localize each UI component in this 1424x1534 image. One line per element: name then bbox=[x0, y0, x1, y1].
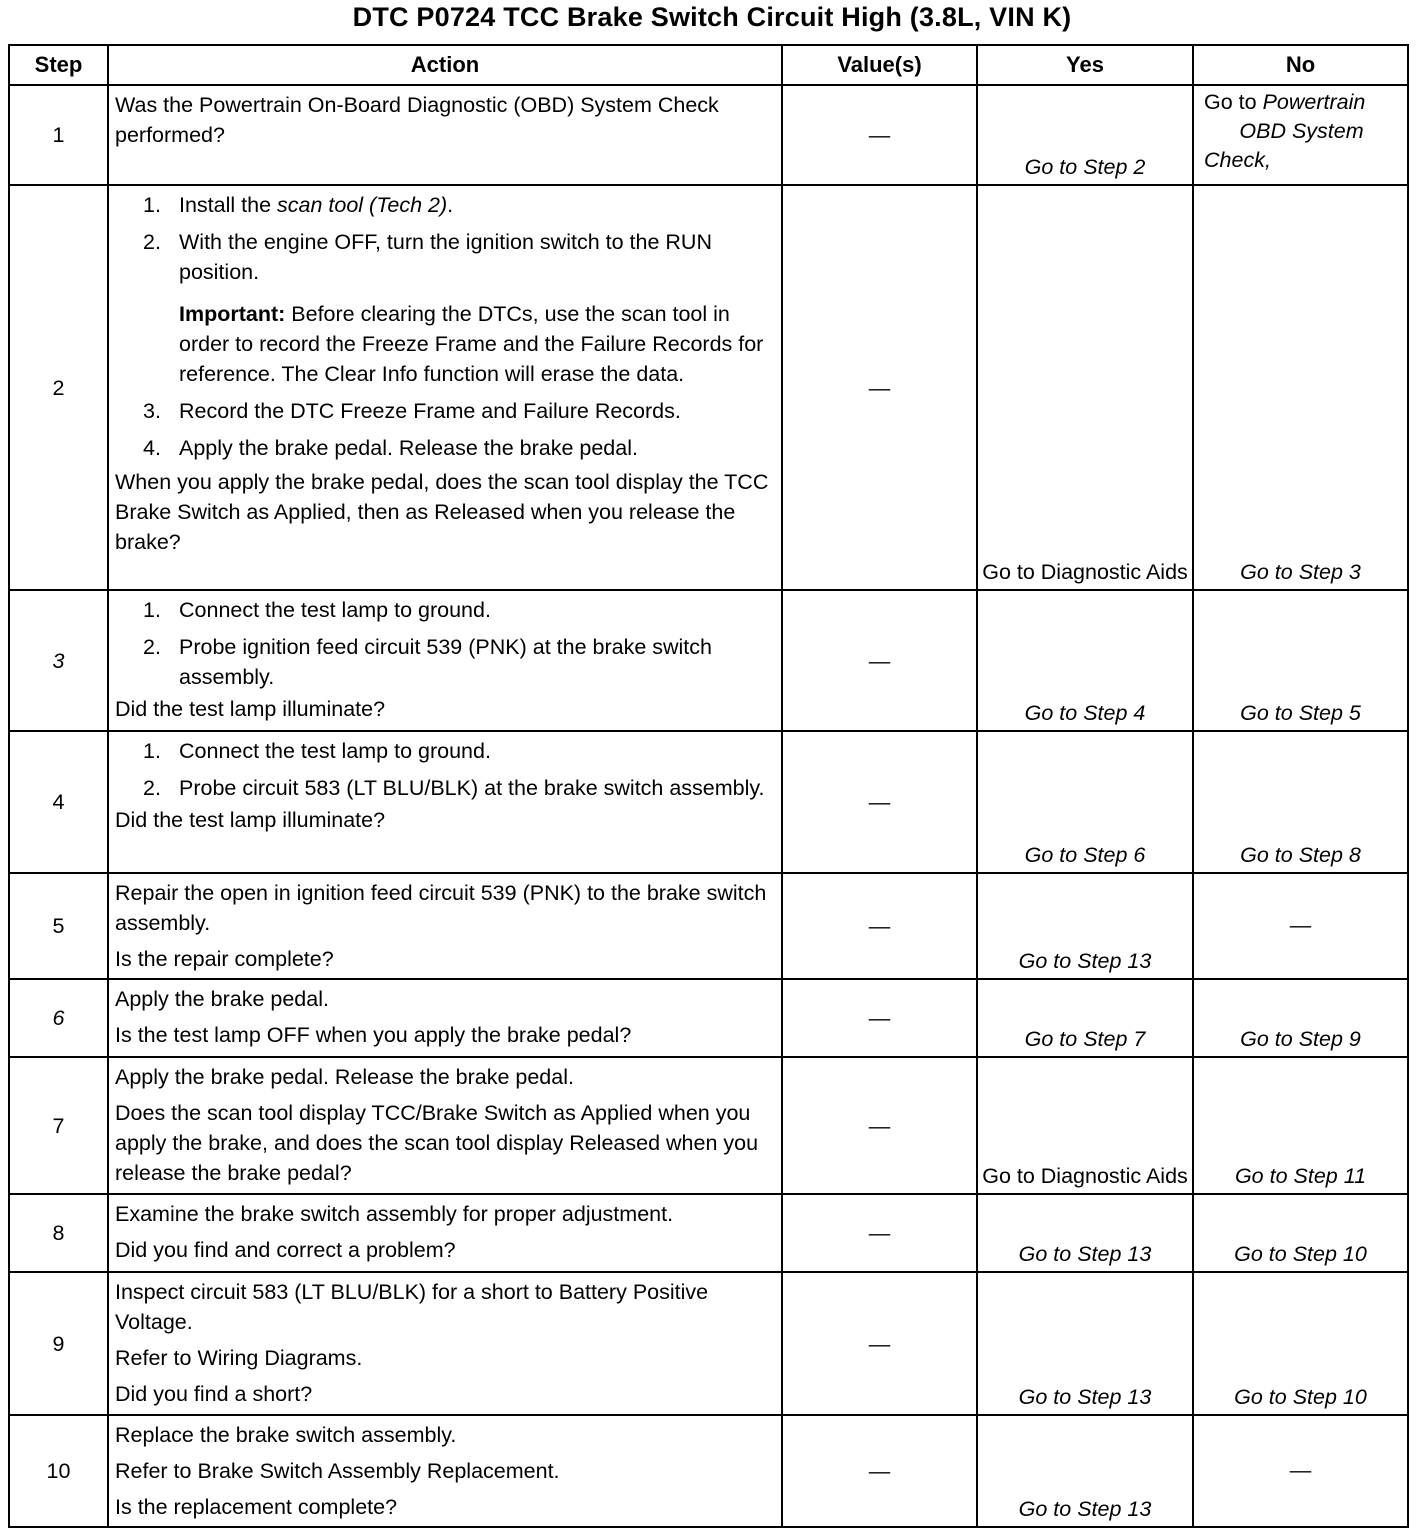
action-text: Apply the brake pedal. bbox=[115, 987, 329, 1011]
action-question: Is the test lamp OFF when you apply the brake pedal? bbox=[115, 1023, 632, 1047]
value-cell: — bbox=[782, 979, 977, 1057]
table-row bbox=[9, 731, 1408, 873]
yes-link[interactable]: Go to Step 6 bbox=[977, 731, 1193, 873]
step-item-text: Apply the brake pedal. Release the brake pedal. bbox=[179, 436, 638, 460]
action-question: Did the test lamp illuminate? bbox=[115, 697, 386, 721]
no-link[interactable]: Go to Step 9 bbox=[1193, 979, 1408, 1057]
action-text: Repair the open in ignition feed circuit 539 (PNK) to the brake switch assembly. bbox=[115, 881, 767, 935]
action-step bbox=[115, 433, 773, 463]
page-title: DTC P0724 TCC Brake Switch Circuit High (3.8L, VIN K) bbox=[352, 2, 1072, 32]
yes-link[interactable]: Go to Diagnostic Aids bbox=[977, 185, 1193, 590]
step-item-text: Install the bbox=[179, 193, 272, 217]
no-link-text-2: OBD System bbox=[1239, 119, 1364, 143]
header-yes: Yes bbox=[977, 45, 1193, 85]
value-cell: — bbox=[782, 731, 977, 873]
step-number: 5 bbox=[9, 873, 108, 979]
action-cell bbox=[108, 1194, 782, 1272]
no-link[interactable]: Go to Step 5 bbox=[1193, 590, 1408, 731]
action-question: Did the test lamp illuminate? bbox=[115, 808, 386, 832]
no-link[interactable]: Go to Step 3 bbox=[1193, 185, 1408, 590]
action-cell bbox=[108, 1057, 782, 1194]
action-cell bbox=[108, 185, 782, 590]
value-cell: — bbox=[782, 1415, 977, 1527]
action-steps bbox=[115, 595, 773, 692]
value-cell: — bbox=[782, 590, 977, 731]
table-row bbox=[9, 85, 1408, 185]
step-number: 3 bbox=[9, 590, 108, 731]
yes-link[interactable]: Go to Step 13 bbox=[977, 1272, 1193, 1415]
action-cell bbox=[108, 731, 782, 873]
no-link-text-3: Check, bbox=[1204, 148, 1271, 172]
step-item-text: Record the DTC Freeze Frame and Failure Records. bbox=[179, 399, 681, 423]
action-text: Apply the brake pedal. Release the brake pedal. bbox=[115, 1065, 574, 1089]
table-header-row bbox=[9, 45, 1408, 85]
action-text: Replace the brake switch assembly. bbox=[115, 1423, 457, 1447]
step-item-number: 2. bbox=[143, 230, 161, 254]
action-question: When you apply the brake pedal, does the scan tool display the TCC Brake Switch as Applied, then as Released when you release the brake? bbox=[115, 470, 769, 554]
action-cell bbox=[108, 590, 782, 731]
step-item-text: Probe circuit 583 (LT BLU/BLK) at the brake switch assembly. bbox=[179, 776, 765, 800]
action-question: Was the Powertrain On-Board Diagnostic (OBD) System Check performed? bbox=[115, 93, 719, 147]
action-cell bbox=[108, 1415, 782, 1527]
table-row bbox=[9, 185, 1408, 590]
value-cell: — bbox=[782, 1057, 977, 1194]
no-cell: — bbox=[1193, 1415, 1408, 1527]
important-text: Before clearing the DTCs, use the scan tool in order to record the Freeze Frame and the Failure Records for reference. The Clear Info function will erase the data. bbox=[179, 302, 764, 386]
important-note bbox=[179, 299, 773, 389]
header-no: No bbox=[1193, 45, 1408, 85]
action-steps bbox=[115, 190, 773, 463]
action-reference: Refer to Wiring Diagrams. bbox=[115, 1346, 363, 1370]
action-text: Examine the brake switch assembly for proper adjustment. bbox=[115, 1202, 674, 1226]
important-label: Important: bbox=[179, 302, 286, 326]
yes-link[interactable]: Go to Step 13 bbox=[977, 1415, 1193, 1527]
step-item-text: With the engine OFF, turn the ignition switch to the RUN position. bbox=[179, 230, 712, 284]
value-cell: — bbox=[782, 185, 977, 590]
header-step: Step bbox=[9, 45, 108, 85]
no-link-text-1: Powertrain bbox=[1262, 90, 1366, 114]
step-number: 10 bbox=[9, 1415, 108, 1527]
no-link[interactable]: Go to Step 8 bbox=[1193, 731, 1408, 873]
action-step bbox=[115, 773, 773, 803]
action-step bbox=[115, 736, 773, 766]
table-row bbox=[9, 1194, 1408, 1272]
action-cell bbox=[108, 1272, 782, 1415]
no-cell: — bbox=[1193, 873, 1408, 979]
table-row bbox=[9, 1272, 1408, 1415]
yes-link[interactable]: Go to Step 13 bbox=[977, 873, 1193, 979]
step-number: 8 bbox=[9, 1194, 108, 1272]
table-row bbox=[9, 590, 1408, 731]
action-step bbox=[115, 632, 773, 692]
step-item-number: 2. bbox=[143, 776, 161, 800]
value-cell: — bbox=[782, 1194, 977, 1272]
step-item-number: 1. bbox=[143, 739, 161, 763]
action-reference: Refer to Brake Switch Assembly Replacement. bbox=[115, 1459, 560, 1483]
step-item-text: Connect the test lamp to ground. bbox=[179, 739, 491, 763]
yes-link[interactable]: Go to Step 2 bbox=[977, 85, 1193, 185]
table-row bbox=[9, 873, 1408, 979]
no-link[interactable] bbox=[1194, 88, 1407, 175]
no-link[interactable]: Go to Step 11 bbox=[1193, 1057, 1408, 1194]
action-question: Is the repair complete? bbox=[115, 947, 334, 971]
step-item-number: 1. bbox=[143, 193, 161, 217]
step-number: 7 bbox=[9, 1057, 108, 1194]
value-cell: — bbox=[782, 85, 977, 185]
action-text: Inspect circuit 583 (LT BLU/BLK) for a short to Battery Positive Voltage. bbox=[115, 1280, 709, 1334]
action-cell bbox=[108, 873, 782, 979]
no-link-prefix: Go to bbox=[1204, 90, 1257, 114]
action-question: Did you find and correct a problem? bbox=[115, 1238, 456, 1262]
step-item-text: Connect the test lamp to ground. bbox=[179, 598, 491, 622]
table-row bbox=[9, 1057, 1408, 1194]
step-item-number: 1. bbox=[143, 598, 161, 622]
action-step bbox=[115, 595, 773, 625]
action-question: Is the replacement complete? bbox=[115, 1495, 398, 1519]
step-item-term: scan tool (Tech 2) bbox=[277, 193, 448, 217]
diagnostic-table bbox=[8, 44, 1409, 1528]
step-number: 2 bbox=[9, 185, 108, 590]
header-values: Value(s) bbox=[782, 45, 977, 85]
yes-link[interactable]: Go to Step 4 bbox=[977, 590, 1193, 731]
step-item-number: 4. bbox=[143, 436, 161, 460]
step-number: 1 bbox=[9, 85, 108, 185]
step-number: 9 bbox=[9, 1272, 108, 1415]
action-cell bbox=[108, 979, 782, 1057]
step-item-text: Probe ignition feed circuit 539 (PNK) at the brake switch assembly. bbox=[179, 635, 712, 689]
action-step bbox=[115, 190, 773, 220]
table-row bbox=[9, 1415, 1408, 1527]
step-item-number: 2. bbox=[143, 635, 161, 659]
action-question: Does the scan tool display TCC/Brake Switch as Applied when you apply the brake, and does the scan tool display Released when you release the brake pedal? bbox=[115, 1101, 759, 1185]
step-number: 4 bbox=[9, 731, 108, 873]
action-step bbox=[115, 227, 773, 389]
yes-link[interactable]: Go to Diagnostic Aids bbox=[977, 1057, 1193, 1194]
no-link[interactable]: Go to Step 10 bbox=[1193, 1194, 1408, 1272]
table-row bbox=[9, 979, 1408, 1057]
action-step bbox=[115, 396, 773, 426]
step-item-text: . bbox=[447, 193, 454, 217]
yes-link[interactable]: Go to Step 13 bbox=[977, 1194, 1193, 1272]
header-action: Action bbox=[108, 45, 782, 85]
value-cell: — bbox=[782, 1272, 977, 1415]
action-steps bbox=[115, 736, 773, 803]
no-link[interactable]: Go to Step 10 bbox=[1193, 1272, 1408, 1415]
step-number: 6 bbox=[9, 979, 108, 1057]
no-cell bbox=[1193, 85, 1408, 185]
step-item-number: 3. bbox=[143, 399, 161, 423]
action-cell bbox=[108, 85, 782, 185]
action-question: Did you find a short? bbox=[115, 1382, 313, 1406]
yes-link[interactable]: Go to Step 7 bbox=[977, 979, 1193, 1057]
value-cell: — bbox=[782, 873, 977, 979]
